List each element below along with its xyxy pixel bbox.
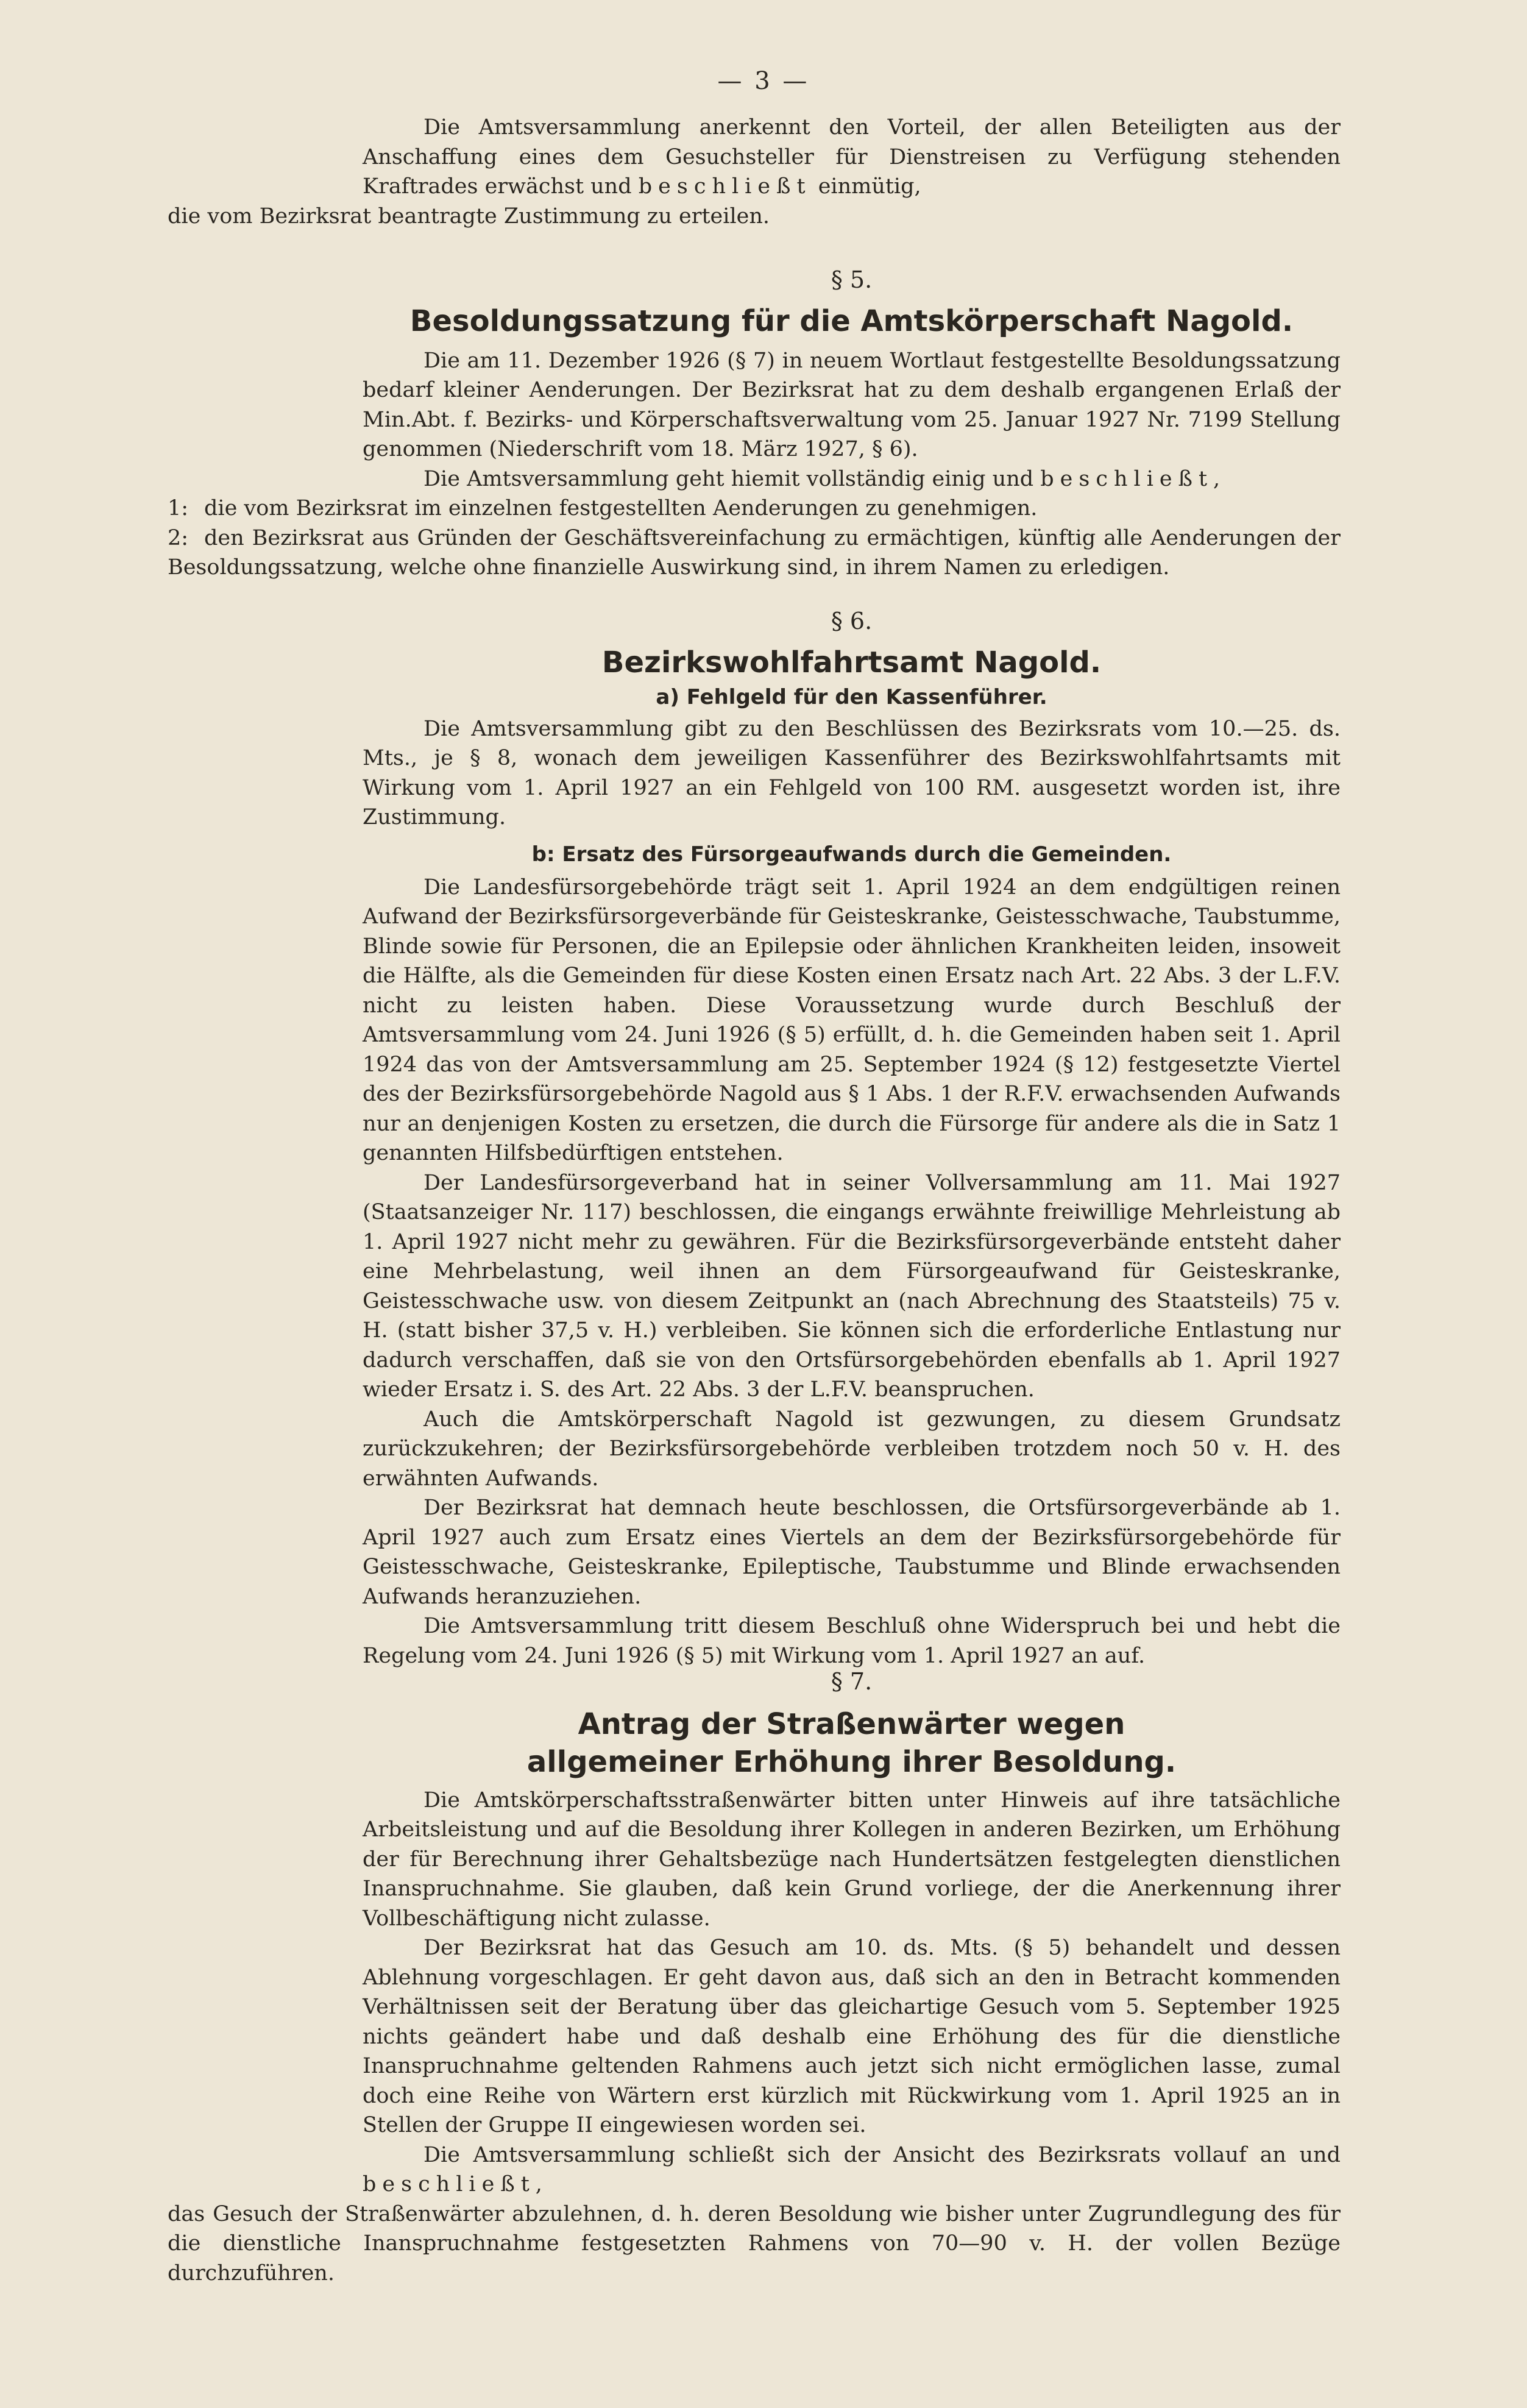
section-title: Besoldungssatzung für die Amtskörperschaft Nagold. [409,304,1294,338]
section-title: Bezirkswohlfahrtsamt Nagold. [601,645,1102,680]
section-title-line-2: allgemeiner Erhöhung ihrer Besoldung. [526,1744,1177,1779]
section-number: § 5. [831,266,873,293]
list-item: 2: den Bezirksrat aus Gründen der Geschäftsvereinfachung zu ermächtigen, künftig alle Aenderungen der Besoldungssatzung, welche ohne finanzielle Auswirkung sind, in ihrem Namen zu erledigen. [168,525,1341,580]
paragraph: Der Bezirksrat hat das Gesuch am 10. ds. Mts. (§ 5) behandelt und dessen Ablehnung vorgeschlagen. Er geht davon aus, daß sich an den in Betracht kommenden Verhältnissen seit der Beratung über das gleichartige Gesuch vom 5. September 1925 nichts geändert habe und daß deshalb eine Erhöhung des für die dienstliche Inanspruchnahme geltenden Rahmens auch jetzt sich nicht ermöglichen lasse, zumal doch eine Reihe von Wärtern erst kürzlich mit Rückwirkung vom 1. April 1925 an in Stellen der Gruppe II eingewiesen worden sei. [363,1936,1341,2137]
resolution-text: das Gesuch der Straßenwärter abzulehnen, d. h. deren Besoldung wie bisher unter Zugrundlegung des für die dienstliche Inanspruchnahme festgesetzten Rahmens von 70—90 v. H. der vollen Bezüge durchzuführen. [168,2201,1341,2285]
section-number: § 7. [831,1668,873,1695]
paragraph: Der Bezirksrat hat demnach heute beschlossen, die Ortsfürsorgeverbände ab 1. April 1927 auch zum Ersatz eines Viertels an dem der Bezirksfürsorgebehörde für Geistesschwache, Geisteskranke, Epileptische, Taubstumme und Blinde erwachsenden Aufwands heranzuziehen. [363,1496,1341,1609]
resolution-verb: beschließt, [1040,466,1227,491]
section-title-line-1: Antrag der Straßenwärter wegen [578,1707,1125,1741]
paragraph: Die am 11. Dezember 1926 (§ 7) in neuem Wortlaut festgestellte Besoldungssatzung bedarf kleiner Aenderungen. Der Bezirksrat hat zu dem deshalb ergangenen Erlaß der Min.Abt. f. Bezirks- und Körperschaftsverwaltung vom 25. Januar 1927 Nr. 7199 Stellung genommen (Niederschrift vom 18. März 1927, § 6). [363,348,1341,461]
subsection-title: a) Fehlgeld für den Kassenführer. [656,684,1047,709]
paragraph: Die Amtsversammlung geht hiemit vollständig einig und beschließt, [423,466,1227,491]
subsection-title: b: Ersatz des Fürsorgeaufwands durch die Gemeinden. [531,842,1172,867]
page-number: — 3 — [717,67,810,95]
resolution-text: die vom Bezirksrat beantragte Zustimmung zu erteilen. [168,204,770,229]
paragraph: Die Amtsversammlung gibt zu den Beschlüssen des Bezirksrats vom 10.—25. ds. Mts., je § 8, wonach dem jeweiligen Kassenführer des Bezirkswohlfahrtsamts mit Wirkung vom 1. April 1927 an ein Fehlgeld von 100 RM. ausgesetzt worden ist, ihre Zustimmung. [363,716,1341,829]
paragraph: Die Amtsversammlung schließt sich der Ansicht des Bezirksrats vollauf an und beschließt, [363,2142,1341,2197]
paragraph: Auch die Amtskörperschaft Nagold ist gezwungen, zu diesem Grundsatz zurückzukehren; der Bezirksfürsorgebehörde verbleiben trotzdem noch 50 v. H. des erwähnten Aufwands. [363,1407,1341,1491]
paragraph: Die Amtsversammlung anerkennt den Vorteil, der allen Beteiligten aus der Anschaffung eines dem Gesuchsteller für Dienstreisen zu Verfügung stehenden Kraftrades erwächst und beschließt einmütig, [363,115,1341,199]
resolution-verb: beschließt [638,174,812,199]
section-5 [168,265,1341,583]
paragraph: Die Amtsversammlung tritt diesem Beschluß ohne Widerspruch bei und hebt die Regelung vom 24. Juni 1926 (§ 5) mit Wirkung vom 1. April 1927 an auf. [363,1614,1341,1668]
section-7 [168,1667,1341,2288]
section-6 [363,606,1341,1671]
paragraph: Die Landesfürsorgebehörde trägt seit 1. April 1924 an dem endgültigen reinen Aufwand der Bezirksfürsorgeverbände für Geisteskranke, Geistesschwache, Taubstumme, Blinde sowie für Personen, die an Epilepsie oder ähnlichen Krankheiten leiden, insoweit die Hälfte, als die Gemeinden für diese Kosten einen Ersatz nach Art. 22 Abs. 3 der L.F.V. nicht zu leisten haben. Diese Voraussetzung wurde durch Beschluß der Amtsversammlung vom 24. Juni 1926 (§ 5) erfüllt, d. h. die Gemeinden haben seit 1. April 1924 das von der Amtsversammlung am 25. September 1924 (§ 12) festgesetzte Viertel des der Bezirksfürsorgebehörde Nagold aus § 1 Abs. 1 der R.F.V. erwachsenden Aufwands nur an denjenigen Kosten zu ersetzen, die durch die Fürsorge für andere als die in Satz 1 genannten Hilfsbedürftigen entstehen. [363,875,1341,1165]
resolution-verb: beschließt, [363,2172,548,2197]
paragraph: Die Amtskörperschaftsstraßenwärter bitten unter Hinweis auf ihre tatsächliche Arbeitsleistung und auf die Besoldung ihrer Kollegen in anderen Bezirken, um Erhöhung der für Berechnung ihrer Gehaltsbezüge nach Hundertsätzen festgelegten dienstlichen Inanspruchnahme. Sie glauben, daß kein Grund vorliege, der die Anerkennung ihrer Vollbeschäftigung nicht zulasse. [363,1788,1341,1931]
section-intro [168,113,1341,231]
paragraph: Der Landesfürsorgeverband hat in seiner Vollversammlung am 11. Mai 1927 (Staatsanzeiger Nr. 117) beschlossen, die eingangs erwähnte freiwillige Mehrleistung ab 1. April 1927 nicht mehr zu gewähren. Für die Bezirksfürsorgeverbände entsteht daher eine Mehrbelastung, weil ihnen an dem Fürsorgeaufwand für Geisteskranke, Geistesschwache usw. von diesem Zeitpunkt an (nach Abrechnung des Staatsteils) 75 v. H. (statt bisher 37,5 v. H.) verbleiben. Sie können sich die erforderliche Entlastung nur dadurch verschaffen, daß sie von den Ortsfürsorgebehörden ebenfalls ab 1. April 1927 wieder Ersatz i. S. des Art. 22 Abs. 3 der L.F.V. beanspruchen. [363,1170,1341,1402]
list-item: 1: die vom Bezirksrat im einzelnen festgestellten Aenderungen zu genehmigen. [168,496,1038,520]
section-number: § 6. [831,608,873,634]
